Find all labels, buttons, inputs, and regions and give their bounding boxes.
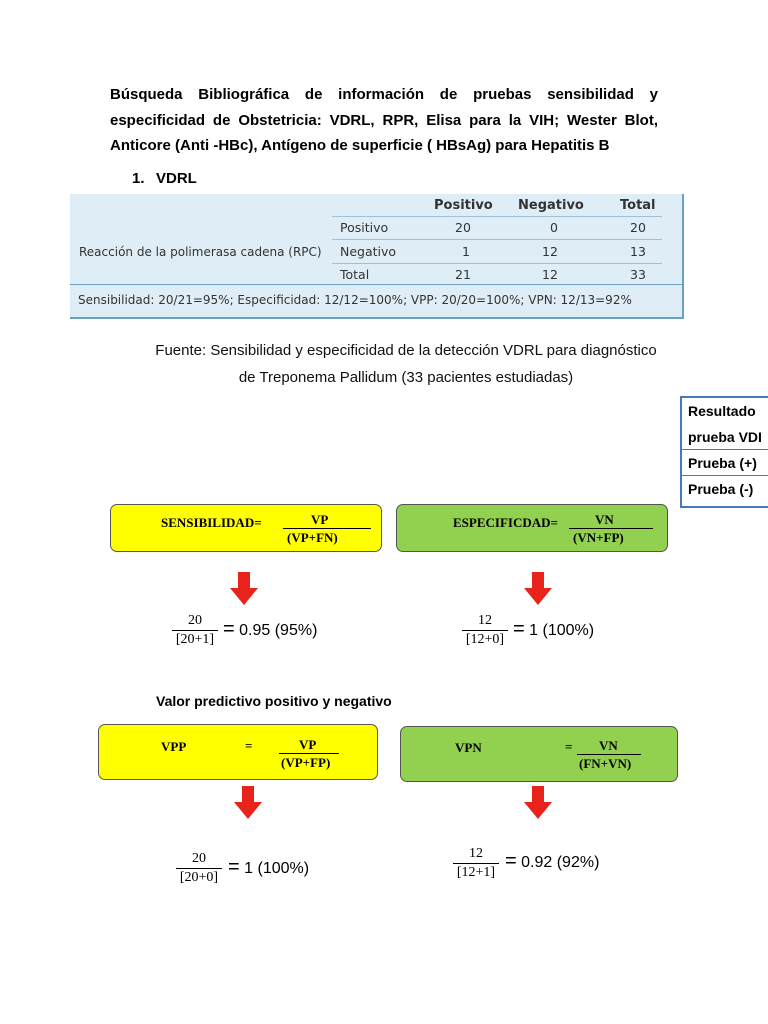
table-cell: 20	[630, 220, 646, 235]
side-table-cell: Prueba (+)	[682, 450, 768, 476]
calc-numerator: 20	[188, 613, 202, 628]
formula-denominator: (VP+FP)	[281, 755, 331, 770]
fraction-bar	[279, 753, 339, 754]
result-value: 0.92 (92%)	[521, 854, 600, 871]
calc-fraction-spec	[462, 613, 508, 648]
down-arrow-icon	[523, 572, 553, 606]
table-caption: Fuente: Sensibilidad y especificidad de la detección VDRL para diagnóstico de Treponema Pallidum (33 pacientes estudiadas)	[155, 342, 657, 386]
row-label-negativo: Negativo	[340, 244, 397, 259]
down-arrow-icon	[229, 572, 259, 606]
formula-numerator: VP	[299, 737, 317, 752]
equals-sign: =	[513, 618, 525, 640]
calc-numerator: 20	[192, 851, 206, 866]
calc-numerator: 12	[478, 613, 492, 628]
formula-label: ESPECIFICDAD=	[453, 515, 558, 530]
table-cell: 0	[550, 220, 558, 235]
formula-numerator: VP	[311, 512, 329, 527]
especificidad-formula-box	[396, 504, 668, 552]
calc-denominator: [12+0]	[465, 632, 505, 647]
side-table-cell: prueba VDI	[682, 424, 768, 450]
formula-label: SENSIBILIDAD=	[161, 515, 262, 530]
calc-fraction-vpn	[453, 846, 499, 881]
fraction-bar	[577, 754, 641, 755]
calc-denominator: [20+0]	[179, 870, 219, 885]
col-header-negativo: Negativo	[518, 198, 584, 213]
sensibilidad-formula-box	[110, 504, 382, 552]
table-cell: 20	[455, 220, 471, 235]
calc-denominator: [20+1]	[175, 632, 215, 647]
side-table-cell: Resultado	[688, 403, 756, 419]
vpp-formula-box	[98, 724, 378, 780]
down-arrow-icon	[523, 786, 553, 820]
calc-fraction-vpp	[176, 851, 222, 886]
calc-result-vpp	[228, 856, 309, 879]
fraction-bar	[462, 630, 508, 631]
table-cell: 13	[630, 244, 646, 259]
calc-result-vpn	[505, 850, 599, 873]
equals-sign: =	[223, 618, 235, 640]
table-hline	[332, 216, 662, 217]
formula-label: VPP	[161, 739, 187, 754]
calc-result-spec	[513, 618, 594, 641]
equals-sign: =	[505, 850, 517, 872]
row-group-label: Reacción de la polimerasa cadena (RPC)	[79, 245, 322, 259]
vdrl-table	[70, 194, 684, 319]
formula-numerator: VN	[599, 738, 618, 753]
document-heading: Búsqueda Bibliográfica de información de pruebas sensibilidad y especificidad de Obstetricia: VDRL, RPR, Elisa para la VIH; Wester Blot, Anticore (Anti -HBc), Antígeno de superficie ( HBsAg) para Hepatitis B	[110, 86, 658, 154]
table-cell: 1	[462, 244, 470, 259]
equals-sign: =	[228, 856, 240, 878]
table-divider	[70, 284, 682, 285]
result-value: 1 (100%)	[529, 622, 595, 639]
fraction-bar	[176, 868, 222, 869]
fraction-bar	[569, 528, 653, 529]
formula-equals: =	[245, 738, 253, 753]
formula-denominator: (FN+VN)	[579, 756, 632, 771]
result-value: 1 (100%)	[244, 860, 310, 877]
section-number: 1.	[132, 170, 145, 187]
side-table	[680, 396, 768, 508]
calc-denominator: [12+1]	[456, 865, 496, 880]
row-label-total: Total	[340, 267, 370, 282]
table-cell: 12	[542, 267, 558, 282]
table-cell: 12	[542, 244, 558, 259]
calc-fraction-sens	[172, 613, 218, 648]
side-table-cell: Prueba (-)	[688, 481, 754, 497]
vpn-formula-box	[400, 726, 678, 782]
section-title	[132, 170, 197, 187]
table-hline	[332, 263, 662, 264]
table-hline	[332, 239, 662, 240]
formula-label: VPN	[455, 740, 482, 755]
table-footer: Sensibilidad: 20/21=95%; Especificidad: 12/12=100%; VPP: 20/20=100%; VPN: 12/13=92%	[78, 293, 632, 307]
col-header-total: Total	[620, 198, 656, 213]
table-cell: 33	[630, 267, 646, 282]
row-label-positivo: Positivo	[340, 220, 389, 235]
section-label: VDRL	[156, 170, 197, 187]
formula-denominator: (VN+FP)	[573, 530, 624, 545]
result-value: 0.95 (95%)	[239, 622, 318, 639]
fraction-bar	[453, 863, 499, 864]
fraction-bar	[283, 528, 371, 529]
subheading: Valor predictivo positivo y negativo	[156, 693, 392, 709]
calc-numerator: 12	[469, 846, 483, 861]
col-header-positivo: Positivo	[434, 198, 493, 213]
formula-numerator: VN	[595, 512, 614, 527]
fraction-bar	[172, 630, 218, 631]
calc-result-sens	[223, 618, 317, 641]
table-cell: 21	[455, 267, 471, 282]
down-arrow-icon	[233, 786, 263, 820]
formula-denominator: (VP+FN)	[287, 530, 338, 545]
formula-equals: =	[565, 739, 573, 754]
